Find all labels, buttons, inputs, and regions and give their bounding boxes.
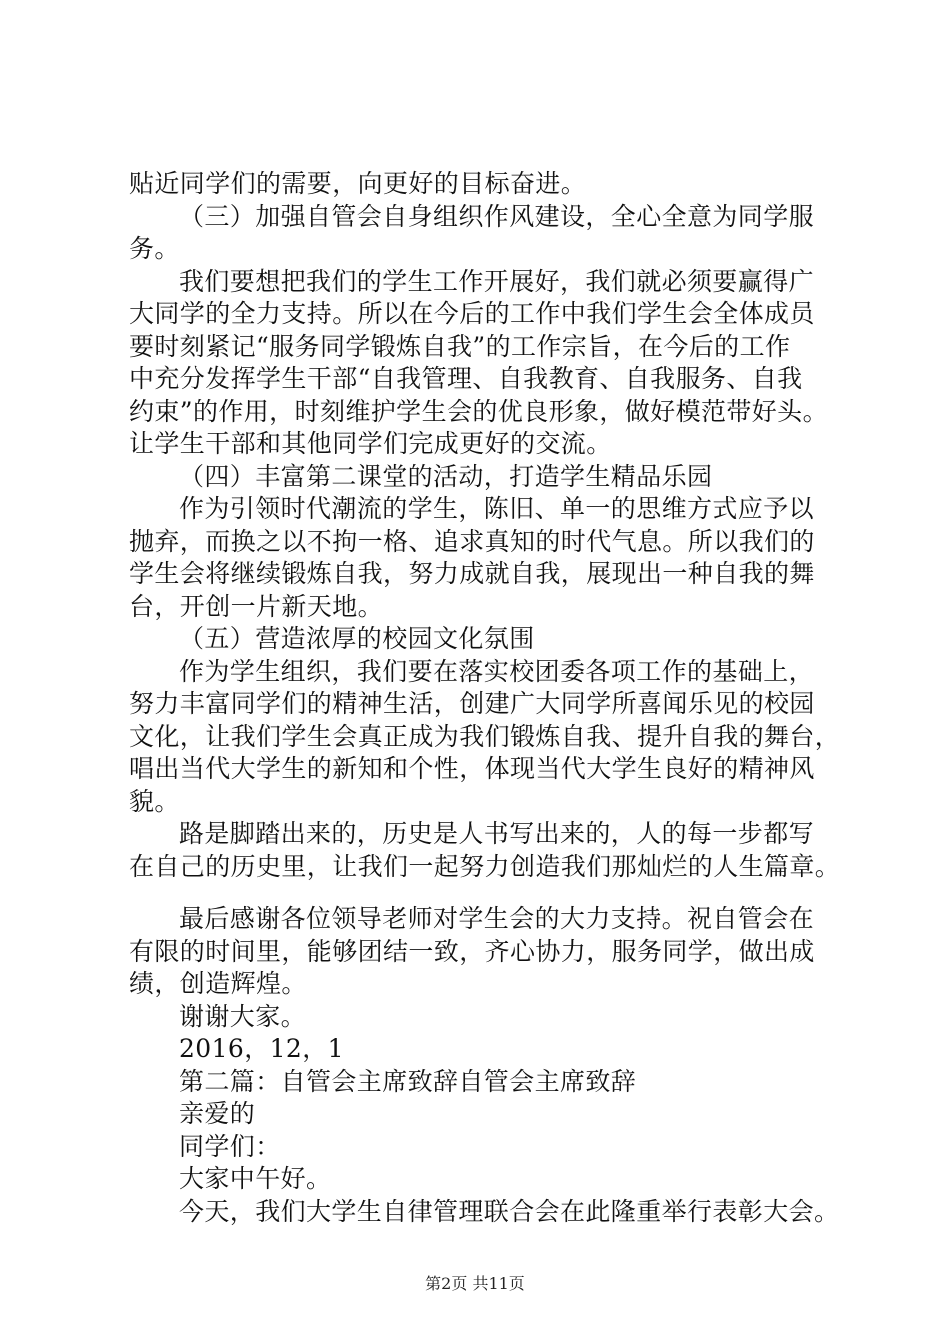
text-line: 大同学的全力支持。所以在今后的工作中我们学生会全体成员 xyxy=(129,299,815,328)
text-line: 约束”的作用，时刻维护学生会的优良形象，做好模范带好头。 xyxy=(129,396,828,426)
text-line: 同学们： xyxy=(179,1131,281,1161)
text-line: 作为引领时代潮流的学生，陈旧、单一的思维方式应予以 xyxy=(179,494,815,523)
text-line: 今天，我们大学生自律管理联合会在此隆重举行表彰大会。 xyxy=(179,1196,840,1226)
text-line: 努力丰富同学们的精神生活，创建广大同学所喜闻乐见的校园 xyxy=(129,689,815,718)
text-line: 文化，让我们学生会真正成为我们锻炼自我、提升自我的舞台， xyxy=(129,721,841,751)
document-body xyxy=(129,168,839,1228)
paragraph-gap xyxy=(129,883,839,903)
text-line: 作为学生组织，我们要在落实校团委各项工作的基础上， xyxy=(179,656,815,686)
text-line: 抛弃，而换之以不拘一格、追求真知的时代气息。所以我们的 xyxy=(129,526,815,556)
text-line: 谢谢大家。 xyxy=(179,1001,307,1031)
page-footer: 第2页 共11页 xyxy=(425,1274,525,1293)
text-line: 要时刻紧记“服务同学锻炼自我”的工作宗旨，在今后的工作 xyxy=(129,331,791,361)
text-line: 貌。 xyxy=(129,786,180,816)
text-line: 让学生干部和其他同学们完成更好的交流。 xyxy=(129,429,612,458)
chapter-title: 第二篇：自管会主席致辞自管会主席致辞 xyxy=(179,1066,637,1096)
text-line: 我们要想把我们的学生工作开展好，我们就必须要赢得广 xyxy=(179,266,815,296)
text-line: 绩，创造辉煌。 xyxy=(129,969,307,998)
section-heading: （五）营造浓厚的校园文化氛围 xyxy=(179,624,535,653)
text-line: 中充分发挥学生干部“自我管理、自我教育、自我服务、自我 xyxy=(129,364,803,393)
text-line: 最后感谢各位领导老师对学生会的大力支持。祝自管会在 xyxy=(179,904,815,933)
text-line: 唱出当代大学生的新知和个性，体现当代大学生良好的精神风 xyxy=(129,754,815,783)
text-line: 务。 xyxy=(129,234,180,263)
text-line: 大家中午好。 xyxy=(179,1164,332,1193)
text-line: 亲爱的 xyxy=(179,1099,256,1128)
text-line: 在自己的历史里，让我们一起努力创造我们那灿烂的人生篇章。 xyxy=(129,851,841,881)
text-line: 有限的时间里，能够团结一致，齐心协力，服务同学，做出成 xyxy=(129,936,815,966)
text-line: 台，开创一片新天地。 xyxy=(129,591,384,621)
section-heading: （四）丰富第二课堂的活动，打造学生精品乐园 xyxy=(179,461,713,491)
section-heading: （三）加强自管会自身组织作风建设，全心全意为同学服 xyxy=(179,201,815,231)
text-line: 学生会将继续锻炼自我，努力成就自我，展现出一种自我的舞 xyxy=(129,559,815,588)
date-line: 2016，12，1 xyxy=(179,1034,344,1063)
text-line: 贴近同学们的需要，向更好的目标奋进。 xyxy=(129,169,587,198)
text-line: 路是脚踏出来的，历史是人书写出来的，人的每一步都写 xyxy=(179,819,815,848)
